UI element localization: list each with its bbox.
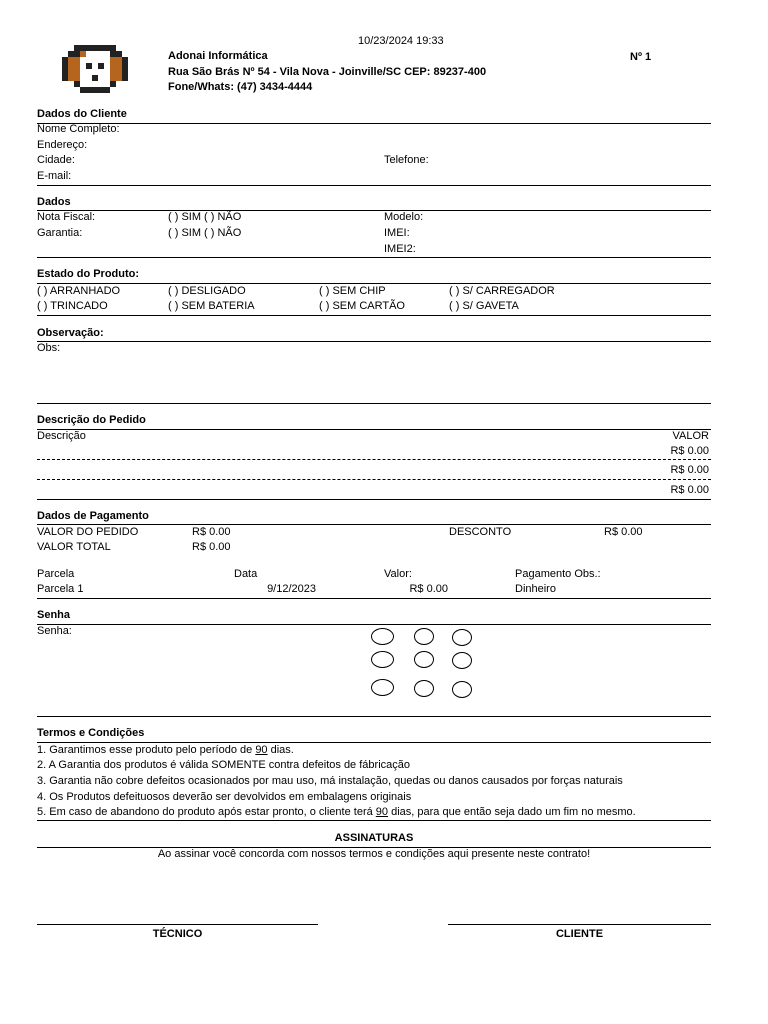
section-title-pedido: Descrição do Pedido — [37, 414, 146, 426]
section-title-observacao: Observação: — [37, 327, 104, 339]
label-imei: IMEI: — [384, 227, 410, 239]
signature-label-tecnico: TÉCNICO — [152, 928, 203, 940]
label-nome: Nome Completo: — [37, 123, 120, 135]
signature-line-tecnico — [37, 924, 318, 925]
estado-option: ( ) SEM BATERIA — [168, 300, 255, 312]
pattern-dot[interactable] — [452, 681, 472, 698]
section-title-senha: Senha — [37, 609, 71, 621]
parcela: Parcela 1 — [37, 583, 84, 595]
divider — [37, 315, 711, 316]
divider — [37, 429, 711, 430]
pedido-line-value: R$ 0.00 — [670, 445, 709, 457]
divider — [37, 524, 711, 525]
desconto: R$ 0.00 — [604, 526, 643, 538]
col-pagamento-obs: Pagamento Obs.: — [515, 568, 601, 580]
label-senha: Senha: — [37, 625, 72, 637]
col-parcela: Parcela — [37, 568, 75, 580]
nota-fiscal-options: ( ) SIM ( ) NÃO — [168, 211, 242, 223]
divider — [37, 403, 711, 404]
assinaturas-title: ASSINATURAS — [334, 832, 414, 844]
label-imei2: IMEI2: — [384, 243, 416, 255]
label-email: E-mail: — [37, 170, 72, 182]
signature-label-cliente: CLIENTE — [555, 928, 604, 940]
label-valor: VALOR — [672, 430, 709, 442]
estado-option: ( ) S/ GAVETA — [449, 300, 519, 312]
divider — [37, 123, 711, 124]
signature-line-cliente — [448, 924, 711, 925]
label-valor-total: VALOR TOTAL — [37, 541, 111, 553]
divider — [37, 283, 711, 284]
divider — [37, 598, 711, 599]
termo-1: 1. Garantimos esse produto pelo período de 90 dias. — [37, 744, 294, 756]
pattern-dot[interactable] — [414, 651, 434, 668]
assinaturas-text: Ao assinar você concorda com nossos termos e condições aqui presente neste contrato! — [157, 848, 591, 860]
pattern-dot[interactable] — [414, 680, 434, 697]
pedido-line-value: R$ 0.00 — [670, 484, 709, 496]
pattern-dot[interactable] — [371, 679, 394, 696]
label-nota-fiscal: Nota Fiscal: — [37, 211, 96, 223]
divider — [37, 716, 711, 717]
dashed-divider — [37, 459, 711, 460]
label-endereco: Endereço: — [37, 139, 88, 151]
estado-option: ( ) SEM CHIP — [319, 285, 386, 297]
company-phone: Fone/Whats: (47) 3434-4444 — [168, 81, 313, 93]
dog-logo-icon — [62, 45, 128, 93]
print-datetime: 10/23/2024 19:33 — [358, 35, 444, 47]
order-number: Nº 1 — [630, 51, 652, 63]
garantia-options: ( ) SIM ( ) NÃO — [168, 227, 242, 239]
estado-option: ( ) SEM CARTÃO — [319, 300, 405, 312]
label-telefone: Telefone: — [384, 154, 429, 166]
pattern-dot[interactable] — [452, 629, 472, 646]
pedido-line-value: R$ 0.00 — [670, 464, 709, 476]
estado-option: ( ) TRINCADO — [37, 300, 108, 312]
label-desconto: DESCONTO — [449, 526, 512, 538]
label-garantia: Garantia: — [37, 227, 83, 239]
col-data: Data — [234, 568, 258, 580]
estado-option: ( ) DESLIGADO — [168, 285, 246, 297]
divider — [37, 210, 711, 211]
divider — [37, 820, 711, 821]
termo-5: 5. Em caso de abandono do produto após estar pronto, o cliente terá 90 dias, para que então seja dado um fim no mesmo. — [37, 806, 636, 818]
company-address: Rua São Brás Nº 54 - Vila Nova - Joinville/SC CEP: 89237-400 — [168, 66, 487, 78]
section-title-pagamento: Dados de Pagamento — [37, 510, 149, 522]
divider — [37, 742, 711, 743]
col-valor: Valor: — [384, 568, 412, 580]
company-name: Adonai Informática — [168, 50, 268, 62]
pattern-dot[interactable] — [414, 628, 434, 645]
section-title-dados: Dados — [37, 196, 71, 208]
valor-total: R$ 0.00 — [192, 541, 231, 553]
pattern-dot[interactable] — [452, 652, 472, 669]
divider — [37, 624, 711, 625]
label-valor-pedido: VALOR DO PEDIDO — [37, 526, 139, 538]
divider — [37, 341, 711, 342]
estado-option: ( ) ARRANHADO — [37, 285, 121, 297]
dashed-divider — [37, 479, 711, 480]
divider — [37, 185, 711, 186]
pattern-dot[interactable] — [371, 651, 394, 668]
parcela-valor: R$ 0.00 — [409, 583, 448, 595]
section-title-cliente: Dados do Cliente — [37, 108, 127, 120]
parcela-obs: Dinheiro — [515, 583, 556, 595]
section-title-estado: Estado do Produto: — [37, 268, 140, 280]
label-cidade: Cidade: — [37, 154, 75, 166]
section-title-termos: Termos e Condições — [37, 727, 145, 739]
termo-2: 2. A Garantia dos produtos é válida SOMENTE contra defeitos de fábricação — [37, 759, 410, 771]
parcela-data: 9/12/2023 — [267, 583, 316, 595]
divider — [37, 499, 711, 500]
label-descricao: Descrição — [37, 430, 86, 442]
termo-3: 3. Garantia não cobre defeitos ocasionados por mau uso, má instalação, quedas ou danos causados por forças naturais — [37, 775, 623, 787]
label-modelo: Modelo: — [384, 211, 424, 223]
divider — [37, 257, 711, 258]
termo-4: 4. Os Produtos defeituosos deverão ser devolvidos em embalagens originais — [37, 791, 412, 803]
estado-option: ( ) S/ CARREGADOR — [449, 285, 555, 297]
valor-pedido: R$ 0.00 — [192, 526, 231, 538]
label-obs: Obs: — [37, 342, 61, 354]
pattern-dot[interactable] — [371, 628, 394, 645]
